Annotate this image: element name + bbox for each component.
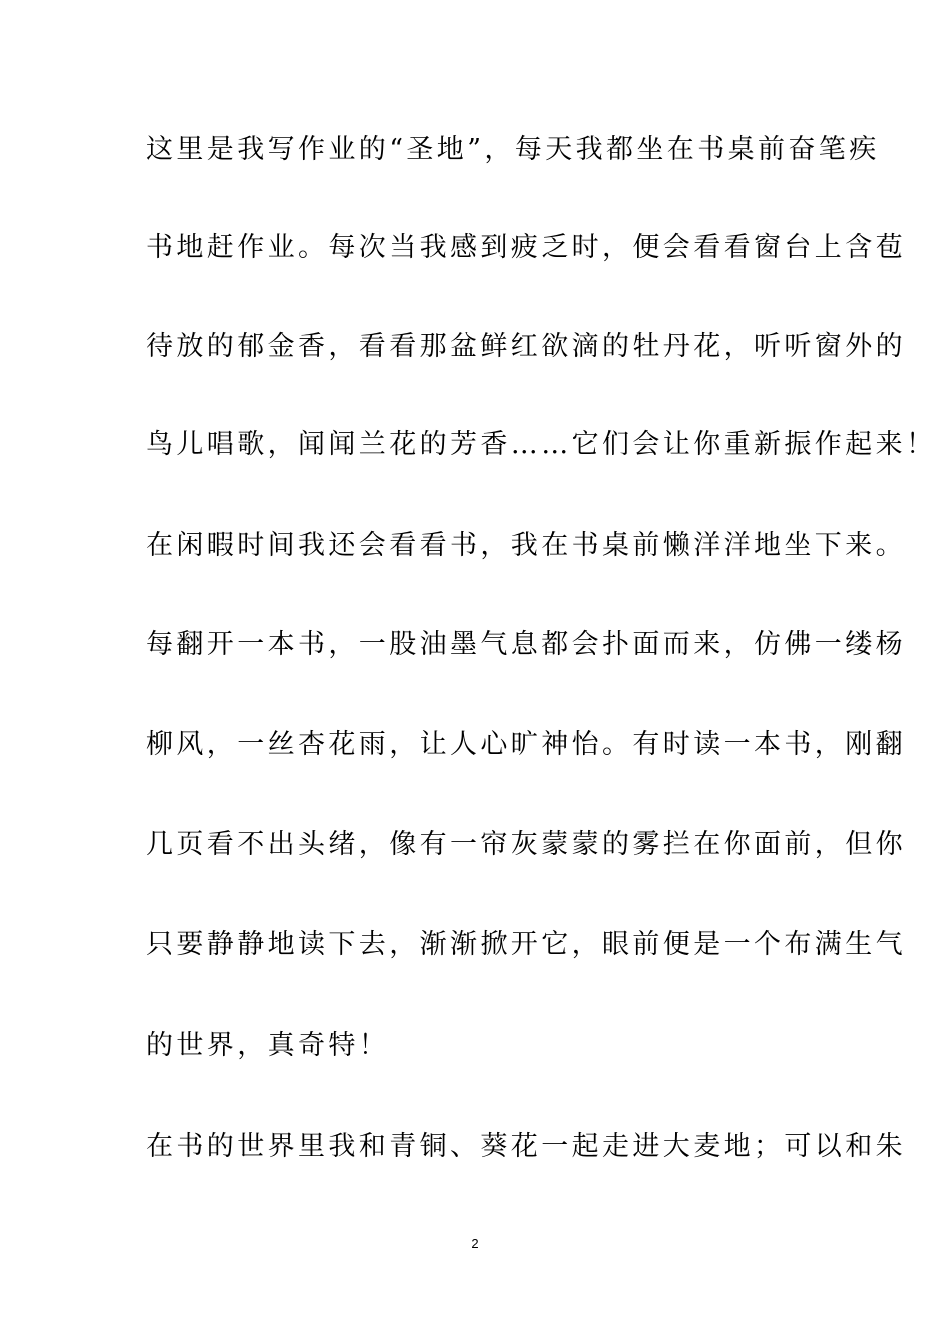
body-text-line-8: 几页看不出头绪，像有一帘灰蒙蒙的雾拦在你面前，但你 — [146, 829, 906, 860]
body-text-line-4: 鸟儿唱歌，闻闻兰花的芳香……它们会让你重新振作起来！ — [146, 429, 937, 460]
body-text-line-7: 柳风，一丝杏花雨，让人心旷神怡。有时读一本书，刚翻 — [146, 729, 906, 760]
page-number: 2 — [471, 1236, 479, 1251]
body-text-line-6: 每翻开一本书，一股油墨气息都会扑面而来，仿佛一缕杨 — [146, 629, 906, 660]
body-text-line-2: 书地赶作业。每次当我感到疲乏时，便会看看窗台上含苞 — [146, 232, 906, 263]
body-text-line-10: 的世界，真奇特！ — [146, 1030, 390, 1061]
body-text-line-9: 只要静静地读下去，渐渐掀开它，眼前便是一个布满生气 — [146, 929, 906, 960]
body-text-line-11: 在书的世界里我和青铜、葵花一起走进大麦地；可以和朱 — [146, 1131, 906, 1162]
body-text-line-1: 这里是我写作业的“圣地”，每天我都坐在书桌前奋笔疾 — [146, 134, 880, 165]
body-text-line-3: 待放的郁金香，看看那盆鲜红欲滴的牡丹花，听听窗外的 — [146, 331, 906, 362]
body-text-line-5: 在闲暇时间我还会看看书，我在书桌前懒洋洋地坐下来。 — [146, 530, 906, 561]
